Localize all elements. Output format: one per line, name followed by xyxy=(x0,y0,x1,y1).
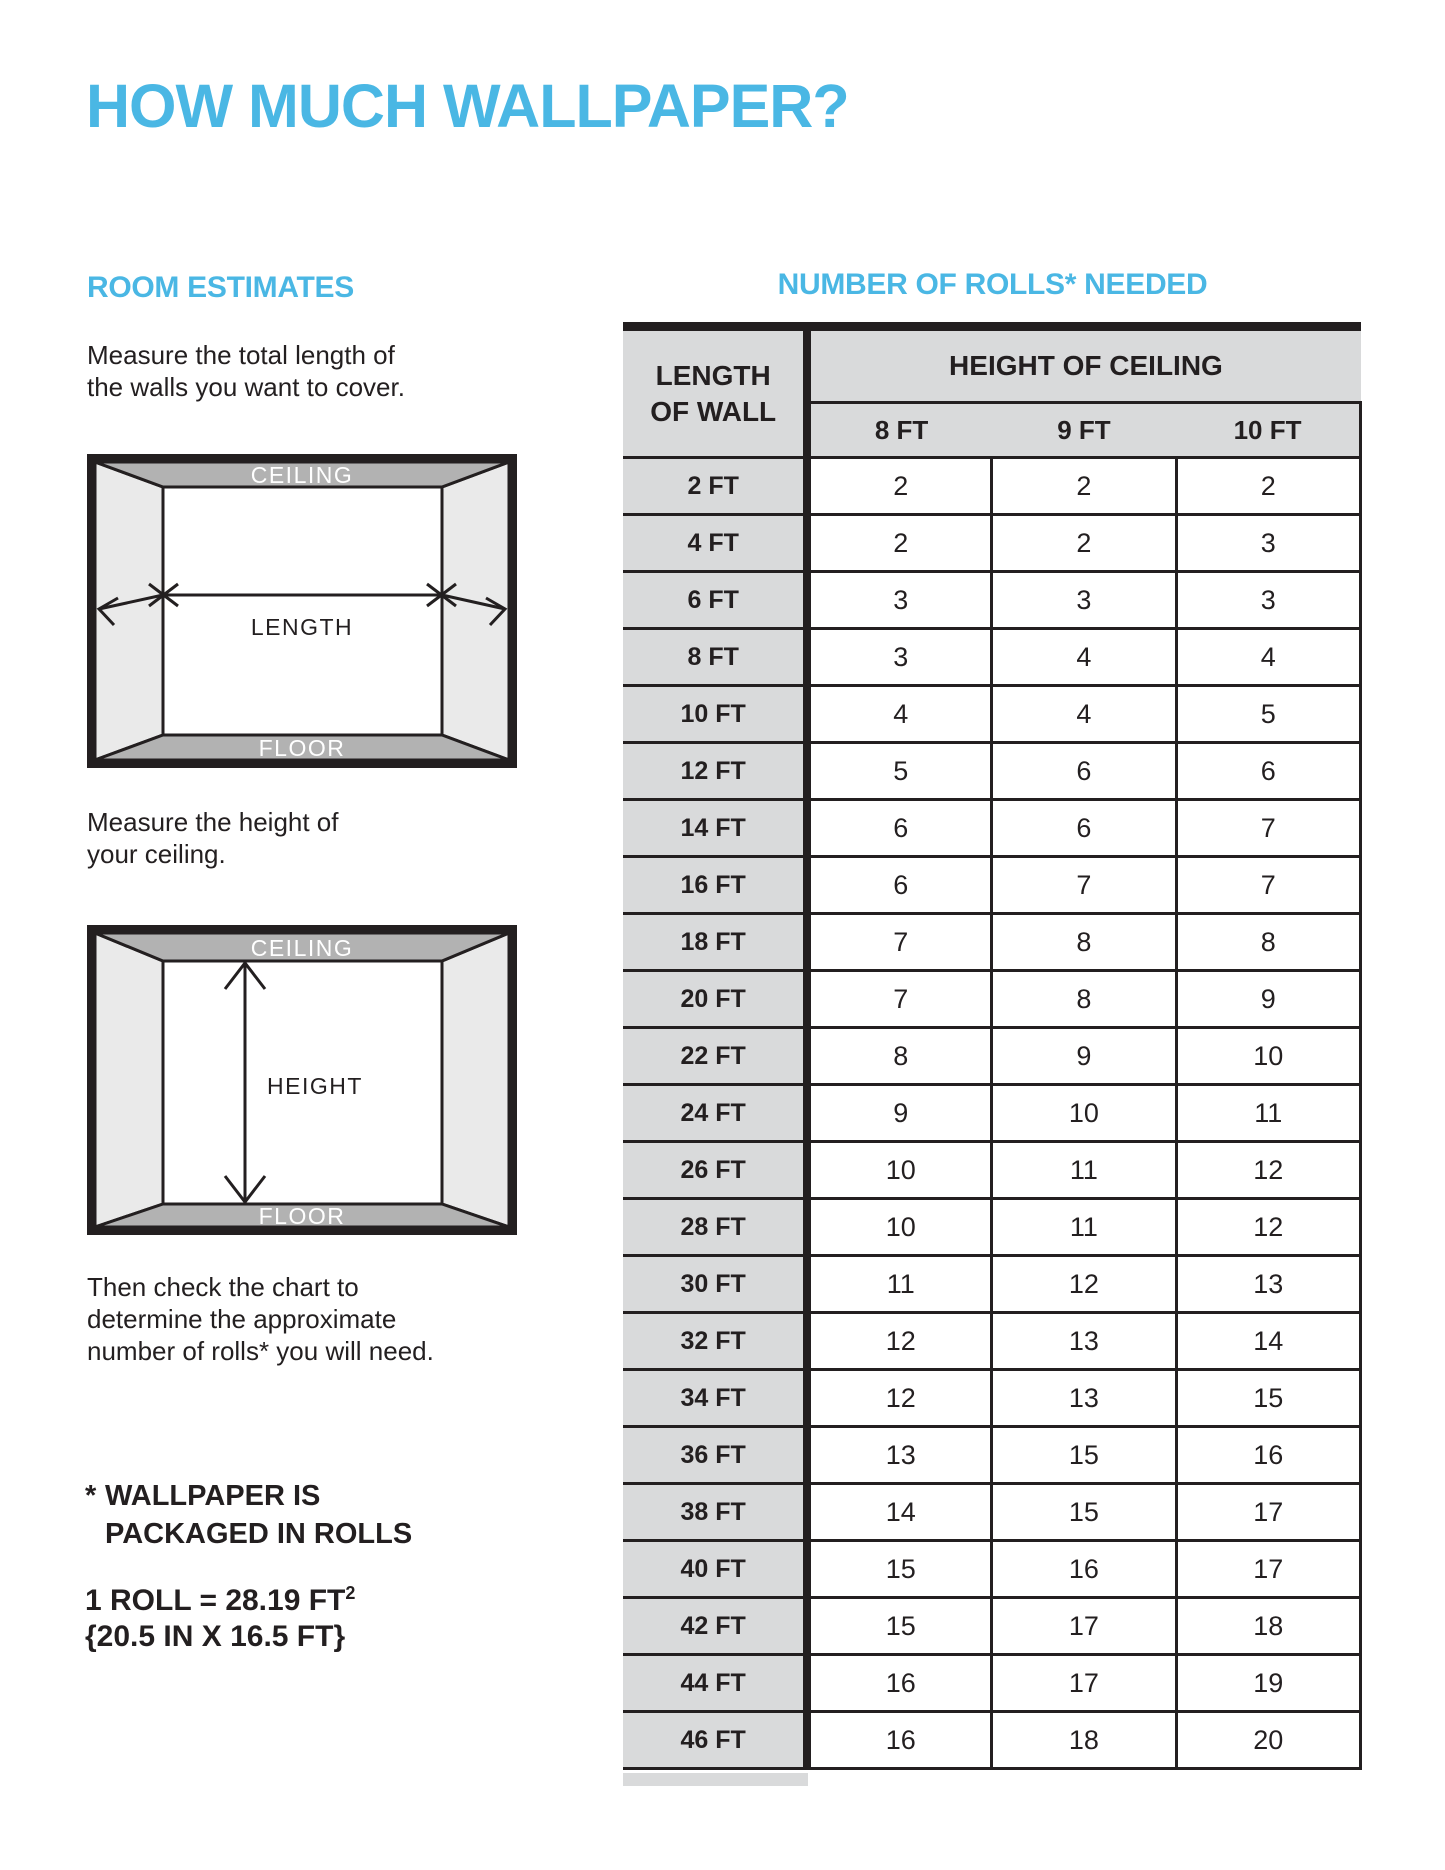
instruction-chart-line3: number of rolls* you will need. xyxy=(87,1336,434,1366)
wall-length-cell: 8 FT xyxy=(623,629,807,686)
instruction-height-line1: Measure the height of xyxy=(87,807,339,837)
rolls-value-cell: 10 xyxy=(1176,1028,1360,1085)
length-label: LENGTH xyxy=(250,614,354,640)
rolls-value-cell: 20 xyxy=(1176,1712,1360,1769)
rolls-value-cell: 6 xyxy=(992,800,1176,857)
rolls-value-cell: 2 xyxy=(807,515,991,572)
floor-label: FLOOR xyxy=(258,735,346,761)
back-wall xyxy=(163,487,442,735)
rolls-value-cell: 18 xyxy=(1176,1598,1360,1655)
rolls-value-cell: 7 xyxy=(992,857,1176,914)
rolls-value-cell: 10 xyxy=(992,1085,1176,1142)
table-row xyxy=(623,572,1361,629)
rolls-value-cell: 7 xyxy=(807,914,991,971)
table-row xyxy=(623,1427,1361,1484)
rolls-value-cell: 3 xyxy=(992,572,1176,629)
rolls-value-cell: 14 xyxy=(807,1484,991,1541)
rolls-needed-heading: NUMBER OF ROLLS* NEEDED xyxy=(777,268,1208,301)
ceiling-label: CEILING xyxy=(250,462,354,488)
right-wall xyxy=(442,462,509,760)
rolls-value-cell: 2 xyxy=(1176,458,1360,515)
rolls-value-cell: 18 xyxy=(992,1712,1176,1769)
rolls-value-cell: 7 xyxy=(1176,857,1360,914)
wall-length-cell: 22 FT xyxy=(623,1028,807,1085)
rolls-value-cell: 6 xyxy=(1176,743,1360,800)
rolls-value-cell: 16 xyxy=(807,1655,991,1712)
table-row xyxy=(623,1655,1361,1712)
instruction-length-line2: the walls you want to cover. xyxy=(87,372,405,402)
rolls-value-cell: 17 xyxy=(1176,1541,1360,1598)
table-row xyxy=(623,1712,1361,1769)
instruction-height-line2: your ceiling. xyxy=(87,839,226,869)
rolls-value-cell: 3 xyxy=(1176,572,1360,629)
rolls-value-cell: 9 xyxy=(992,1028,1176,1085)
rolls-value-cell: 15 xyxy=(807,1541,991,1598)
rolls-table-container xyxy=(623,322,1364,1770)
wall-length-cell: 36 FT xyxy=(623,1427,807,1484)
table-header-row-1 xyxy=(623,327,1361,403)
rolls-value-cell: 12 xyxy=(1176,1142,1360,1199)
rolls-value-cell: 15 xyxy=(1176,1370,1360,1427)
rolls-value-cell: 12 xyxy=(807,1313,991,1370)
wallpaper-footnote xyxy=(85,1477,412,1553)
rolls-value-cell: 8 xyxy=(992,914,1176,971)
rolls-value-cell: 12 xyxy=(1176,1199,1360,1256)
rolls-value-cell: 2 xyxy=(807,458,991,515)
rolls-value-cell: 7 xyxy=(1176,800,1360,857)
rolls-value-cell: 16 xyxy=(807,1712,991,1769)
rolls-value-cell: 13 xyxy=(807,1427,991,1484)
table-row xyxy=(623,914,1361,971)
rolls-value-cell: 8 xyxy=(807,1028,991,1085)
rolls-value-cell: 8 xyxy=(1176,914,1360,971)
left-wall xyxy=(95,462,163,760)
wall-length-cell: 10 FT xyxy=(623,686,807,743)
table-row xyxy=(623,1313,1361,1370)
table-row xyxy=(623,1199,1361,1256)
page-title: HOW MUCH WALLPAPER? xyxy=(86,72,849,140)
table-row xyxy=(623,743,1361,800)
wall-length-cell: 4 FT xyxy=(623,515,807,572)
rolls-value-cell: 17 xyxy=(992,1598,1176,1655)
rolls-table-body xyxy=(623,458,1361,1769)
rolls-value-cell: 9 xyxy=(807,1085,991,1142)
table-row xyxy=(623,1085,1361,1142)
rolls-value-cell: 12 xyxy=(807,1370,991,1427)
wall-length-cell: 44 FT xyxy=(623,1655,807,1712)
table-row xyxy=(623,1370,1361,1427)
room-length-diagram xyxy=(87,454,517,768)
table-row xyxy=(623,800,1361,857)
table-row xyxy=(623,857,1361,914)
height-of-ceiling-header: HEIGHT OF CEILING xyxy=(807,327,1360,403)
rolls-value-cell: 7 xyxy=(807,971,991,1028)
rolls-value-cell: 19 xyxy=(1176,1655,1360,1712)
rolls-value-cell: 3 xyxy=(1176,515,1360,572)
wall-length-cell: 30 FT xyxy=(623,1256,807,1313)
wall-length-cell: 12 FT xyxy=(623,743,807,800)
table-row xyxy=(623,971,1361,1028)
wall-length-cell: 38 FT xyxy=(623,1484,807,1541)
rolls-value-cell: 4 xyxy=(992,629,1176,686)
col-header-9ft: 9 FT xyxy=(992,403,1176,458)
rolls-value-cell: 10 xyxy=(807,1199,991,1256)
table-row xyxy=(623,1541,1361,1598)
wall-length-cell: 26 FT xyxy=(623,1142,807,1199)
table-row xyxy=(623,1484,1361,1541)
rolls-value-cell: 5 xyxy=(807,743,991,800)
left-wall xyxy=(95,933,163,1227)
height-label: HEIGHT xyxy=(267,1073,363,1099)
roll-size-line: 1 ROLL = 28.19 $FT^2$ xyxy=(85,1583,356,1617)
rolls-value-cell: 16 xyxy=(992,1541,1176,1598)
rolls-table xyxy=(623,322,1362,1770)
rolls-value-cell: 11 xyxy=(1176,1085,1360,1142)
rolls-value-cell: 2 xyxy=(992,515,1176,572)
wall-length-cell: 32 FT xyxy=(623,1313,807,1370)
footnote-line2: PACKAGED IN ROLLS xyxy=(105,1518,413,1550)
rolls-value-cell: 12 xyxy=(992,1256,1176,1313)
ceiling-label: CEILING xyxy=(250,935,354,961)
rolls-value-cell: 6 xyxy=(807,857,991,914)
floor-label: FLOOR xyxy=(258,1203,346,1229)
wall-length-cell: 6 FT xyxy=(623,572,807,629)
rolls-value-cell: 11 xyxy=(807,1256,991,1313)
table-row xyxy=(623,1028,1361,1085)
rolls-value-cell: 13 xyxy=(1176,1256,1360,1313)
wall-length-cell: 34 FT xyxy=(623,1370,807,1427)
wall-length-cell: 42 FT xyxy=(623,1598,807,1655)
roll-dimensions-line: {20.5 IN X 16.5 FT} xyxy=(85,1620,346,1653)
rolls-value-cell: 17 xyxy=(1176,1484,1360,1541)
table-row xyxy=(623,458,1361,515)
right-wall xyxy=(442,933,509,1227)
rolls-value-cell: 15 xyxy=(807,1598,991,1655)
table-row xyxy=(623,629,1361,686)
room-height-diagram xyxy=(87,925,517,1235)
wall-length-cell: 20 FT xyxy=(623,971,807,1028)
length-of-wall-header: LENGTH OF WALL xyxy=(623,327,807,458)
superscript-2: 2 xyxy=(345,1583,356,1603)
wall-length-cell: 28 FT xyxy=(623,1199,807,1256)
rolls-value-cell: 9 xyxy=(1176,971,1360,1028)
asterisk: * xyxy=(85,1480,97,1512)
rolls-value-cell: 3 xyxy=(807,572,991,629)
rolls-value-cell: 13 xyxy=(992,1313,1176,1370)
rolls-value-cell: 14 xyxy=(1176,1313,1360,1370)
instruction-length xyxy=(87,339,405,403)
wall-length-cell: 16 FT xyxy=(623,857,807,914)
rolls-value-cell: 15 xyxy=(992,1484,1176,1541)
instruction-chart-line1: Then check the chart to xyxy=(87,1272,359,1302)
table-row xyxy=(623,686,1361,743)
rolls-value-cell: 11 xyxy=(992,1142,1176,1199)
rolls-value-cell: 5 xyxy=(1176,686,1360,743)
rolls-value-cell: 6 xyxy=(992,743,1176,800)
wall-length-cell: 2 FT xyxy=(623,458,807,515)
wall-length-cell: 18 FT xyxy=(623,914,807,971)
table-row xyxy=(623,1256,1361,1313)
instruction-height xyxy=(87,806,339,870)
wall-length-cell: 40 FT xyxy=(623,1541,807,1598)
rolls-value-cell: 4 xyxy=(992,686,1176,743)
roll-spec xyxy=(85,1583,355,1655)
rolls-value-cell: 10 xyxy=(807,1142,991,1199)
rolls-value-cell: 2 xyxy=(992,458,1176,515)
footnote-line1: * WALLPAPER IS xyxy=(85,1477,412,1515)
rolls-value-cell: 13 xyxy=(992,1370,1176,1427)
rolls-value-cell: 11 xyxy=(992,1199,1176,1256)
table-row xyxy=(623,515,1361,572)
col-header-10ft: 10 FT xyxy=(1176,403,1360,458)
wall-length-cell: 46 FT xyxy=(623,1712,807,1769)
wall-length-cell: 24 FT xyxy=(623,1085,807,1142)
rolls-value-cell: 4 xyxy=(1176,629,1360,686)
rolls-value-cell: 6 xyxy=(807,800,991,857)
rolls-value-cell: 15 xyxy=(992,1427,1176,1484)
instruction-length-line1: Measure the total length of xyxy=(87,340,395,370)
instruction-chart-line2: determine the approximate xyxy=(87,1304,397,1334)
rolls-value-cell: 8 xyxy=(992,971,1176,1028)
rolls-value-cell: 16 xyxy=(1176,1427,1360,1484)
table-row xyxy=(623,1142,1361,1199)
instruction-chart xyxy=(87,1271,434,1367)
col-header-8ft: 8 FT xyxy=(807,403,991,458)
room-estimates-heading: ROOM ESTIMATES xyxy=(87,271,354,304)
wall-length-cell: 14 FT xyxy=(623,800,807,857)
table-bottom-tab xyxy=(623,1773,808,1786)
rolls-value-cell: 3 xyxy=(807,629,991,686)
rolls-value-cell: 4 xyxy=(807,686,991,743)
table-row xyxy=(623,1598,1361,1655)
rolls-value-cell: 17 xyxy=(992,1655,1176,1712)
